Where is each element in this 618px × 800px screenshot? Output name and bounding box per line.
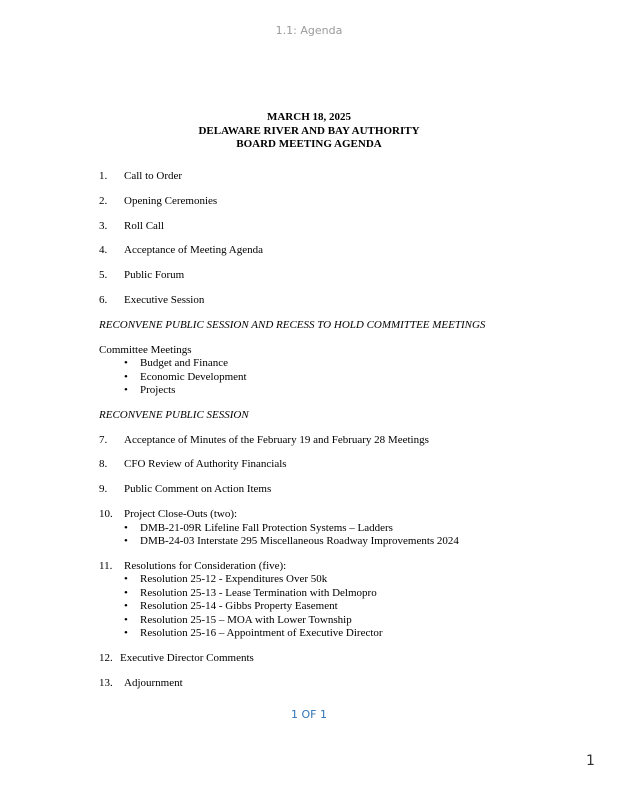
agenda-item-resolutions	[99, 560, 579, 574]
item-number: 13.	[99, 676, 113, 689]
agenda-item	[99, 483, 579, 497]
agenda-item	[99, 269, 579, 283]
list-item: • DMB-21-09R Lifeline Fall Protection Systems – Ladders	[124, 521, 393, 534]
item-text: Call to Order	[124, 170, 183, 182]
item-number: 2.	[99, 194, 108, 207]
committee-heading: Committee Meetings	[99, 343, 192, 356]
agenda-item	[99, 294, 579, 308]
agenda-item	[99, 220, 579, 234]
item-number: 5.	[99, 269, 108, 282]
bullet-icon: •	[124, 600, 128, 613]
agenda-item	[99, 652, 579, 666]
list-item: • Resolution 25-14 - Gibbs Property Easement	[124, 600, 338, 613]
item-text: Opening Ceremonies	[124, 194, 218, 207]
organization-name: DELAWARE RIVER AND BAY AUTHORITY	[198, 124, 420, 137]
list-item: • Resolution 25-15 – MOA with Lower Township	[124, 613, 352, 626]
item-number: 8.	[99, 458, 108, 471]
item-text: Public Comment on Action Items	[124, 483, 272, 496]
agenda-item-closeouts	[99, 508, 579, 522]
committee-list	[99, 357, 579, 398]
item-text: Public Forum	[124, 269, 185, 282]
meeting-date: MARCH 18, 2025	[266, 111, 352, 123]
agenda-item	[99, 458, 579, 472]
bullet-icon: •	[124, 613, 128, 626]
item-text: Adjournment	[124, 676, 183, 689]
resolutions-list	[99, 573, 579, 641]
list-item: • Economic Development	[124, 370, 247, 383]
closeouts-list	[99, 522, 579, 549]
agenda-item	[99, 195, 579, 209]
reconvene-public-heading: RECONVENE PUBLIC SESSION	[99, 408, 249, 421]
item-text: Acceptance of Minutes of the February 19 and February 28 Meetings	[124, 433, 429, 446]
reconvene-recess-heading: RECONVENE PUBLIC SESSION AND RECESS TO HOLD COMMITTEE MEETINGS	[99, 318, 486, 331]
item-number: 7.	[99, 433, 108, 446]
bullet-icon: •	[124, 627, 128, 640]
list-item: • Budget and Finance	[124, 357, 228, 370]
document-title: BOARD MEETING AGENDA	[236, 138, 382, 150]
item-text: Executive Director Comments	[120, 652, 254, 665]
bullet-icon: •	[124, 586, 128, 599]
bullet-icon: •	[124, 521, 128, 534]
item-number: 10.	[99, 508, 113, 521]
list-item: • DMB-24-03 Interstate 295 Miscellaneous Roadway Improvements 2024	[124, 535, 459, 548]
item-text: CFO Review of Authority Financials	[124, 458, 287, 471]
agenda-item	[99, 170, 579, 184]
agenda-item	[99, 244, 579, 258]
bullet-icon: •	[124, 573, 128, 586]
item-text: Resolutions for Consideration (five):	[124, 559, 287, 572]
page-number: 1	[586, 753, 595, 769]
list-item: • Projects	[124, 384, 176, 397]
bullet-icon: •	[124, 357, 128, 370]
list-item: • Resolution 25-13 - Lease Termination with Delmopro	[124, 586, 377, 599]
item-text: Acceptance of Meeting Agenda	[124, 244, 263, 257]
bullet-icon: •	[124, 535, 128, 548]
item-number: 6.	[99, 293, 108, 306]
item-text: Project Close-Outs (two):	[124, 508, 238, 521]
item-number: 11.	[99, 559, 113, 572]
item-number: 1.	[99, 170, 108, 182]
item-text: Executive Session	[124, 293, 205, 306]
item-number: 3.	[99, 219, 108, 232]
list-item: • Resolution 25-12 - Expenditures Over 50k	[124, 573, 328, 586]
item-text: Roll Call	[124, 219, 165, 232]
attachment-label: 1.1: Agenda	[275, 24, 343, 37]
item-number: 4.	[99, 244, 108, 257]
list-item: • Resolution 25-16 – Appointment of Executive Director	[124, 627, 383, 640]
page-of-indicator: 1 OF 1	[291, 708, 327, 721]
item-number: 9.	[99, 483, 108, 496]
agenda-item	[99, 677, 579, 691]
agenda-body	[99, 170, 579, 690]
bullet-icon: •	[124, 370, 128, 383]
item-number: 12.	[99, 652, 113, 665]
title-block	[0, 111, 618, 152]
agenda-item	[99, 434, 579, 448]
bullet-icon: •	[124, 384, 128, 397]
